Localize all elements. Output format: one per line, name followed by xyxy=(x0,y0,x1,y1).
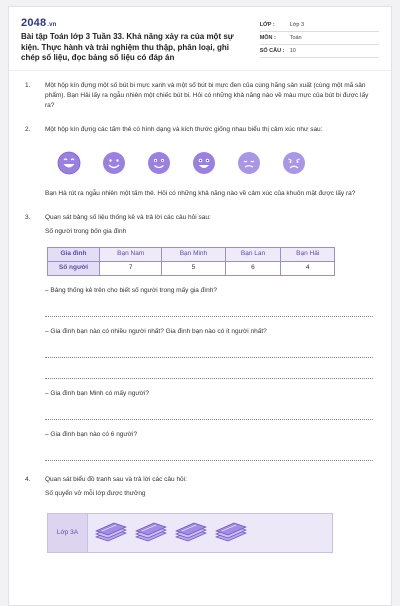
smiling-face-icon xyxy=(147,151,171,175)
meta-row-count xyxy=(260,45,379,58)
question-4 xyxy=(25,475,377,553)
table-cell: 7 xyxy=(100,261,162,275)
question-text: Quan sát bảng số liệu thống kê và trả lời các câu hỏi sau: xyxy=(45,213,211,221)
question-number: 3. xyxy=(25,213,31,221)
table-caption: Số người trong bốn gia đình xyxy=(45,227,127,235)
question-2 xyxy=(25,125,377,199)
answer-line[interactable] xyxy=(45,411,373,420)
answer-line[interactable] xyxy=(45,308,373,317)
meta-value: Toán xyxy=(289,35,302,41)
answer-line[interactable] xyxy=(45,349,373,358)
table-cell: Bạn Hải xyxy=(281,247,335,261)
sad-face-icon xyxy=(237,151,261,175)
question-1 xyxy=(25,81,377,111)
table-cell: 5 xyxy=(162,261,225,275)
grinning-face-icon xyxy=(102,151,126,175)
meta-row-subject xyxy=(260,32,379,45)
site-logo[interactable] xyxy=(21,17,248,29)
question-number: 4. xyxy=(25,475,31,483)
answer-line[interactable] xyxy=(45,452,373,461)
notebook-stack-icon xyxy=(214,521,248,545)
meta-key: SỐ CÂU : xyxy=(259,48,285,54)
question-text: Một hộp kín đựng các tấm thẻ có hình dạng và kích thước giống nhau biểu thị cảm xúc như sau: xyxy=(45,125,323,133)
question-3 xyxy=(25,213,377,461)
question-number: 1. xyxy=(25,81,31,89)
table-cell: 4 xyxy=(281,261,335,275)
question-text-2: Bạn Hà rút ra ngẫu nhiên một tấm thẻ. Hỏi có những khả năng nào về cảm xúc của khuôn mặt được lấy ra? xyxy=(45,189,356,197)
worksheet-header xyxy=(9,7,391,71)
header-left xyxy=(21,17,248,64)
answer-line[interactable] xyxy=(45,370,373,379)
worksheet-title: Bài tập Toán lớp 3 Tuần 33. Khả năng xảy ra của một sự kiện. Thực hành và trải nghiệm thu thập, phân loại, ghi chép số liệu, đọc bảng số liệu có đáp án xyxy=(21,32,234,62)
sub-question: – Gia đình bạn nào có 6 người? xyxy=(45,430,138,438)
table-row xyxy=(48,261,335,275)
sub-question: – Gia đình bạn nào có nhiều người nhất? Gia đình bạn nào có ít người nhất? xyxy=(45,327,267,335)
sub-question: – Gia đình bạn Minh có mấy người? xyxy=(45,389,150,397)
logo-suffix: .vn xyxy=(47,22,57,28)
meta-row-class xyxy=(260,19,379,32)
header-meta xyxy=(260,17,379,64)
question-text: Quan sát biểu đồ tranh sau và trả lời các câu hỏi: xyxy=(45,475,187,483)
table-cell: Bạn Lan xyxy=(225,247,281,261)
notebook-stack-icon xyxy=(174,521,208,545)
notebook-stack-icon xyxy=(94,521,128,545)
family-size-table xyxy=(47,247,335,276)
meta-value: Lớp 3 xyxy=(289,22,304,28)
chart-caption: Số quyển vở mỗi lớp được thưởng xyxy=(45,489,146,497)
table-cell: Bạn Nam xyxy=(100,247,162,261)
row-header: Gia đình xyxy=(48,247,100,261)
notebook-stack-icon xyxy=(134,521,168,545)
crying-face-icon xyxy=(282,151,306,175)
worksheet-content xyxy=(9,71,391,553)
question-text: Một hộp kín đựng một số bút bi mực xanh và một số bút bi mực đen của cùng hãng sản xuất (cùng một mã sản phẩm). Bạn Hải lấy ra ngẫu nhiên một chiếc bút bi. Hỏi có những khả năng nào về màu mực của bút bi được lấy ra? xyxy=(45,81,369,109)
question-number: 2. xyxy=(25,125,31,133)
sub-question: – Bảng thống kê trên cho biết số người trong mấy gia đình? xyxy=(45,286,217,294)
meta-key: LỚP : xyxy=(259,22,275,28)
chart-row-label: Lớp 3A xyxy=(48,514,88,552)
worksheet-page xyxy=(8,6,392,606)
row-header: Số người xyxy=(48,261,100,275)
table-cell: 6 xyxy=(225,261,281,275)
table-row xyxy=(48,247,335,261)
logo-main: 2048 xyxy=(21,17,47,29)
emoji-card-row xyxy=(57,151,377,175)
table-cell: Bạn Minh xyxy=(162,247,225,261)
meta-key: MÔN : xyxy=(259,35,276,41)
meta-value: 10 xyxy=(289,48,296,54)
picture-chart xyxy=(47,513,333,553)
happy-face-icon xyxy=(192,151,216,175)
laughing-face-icon xyxy=(57,151,81,175)
